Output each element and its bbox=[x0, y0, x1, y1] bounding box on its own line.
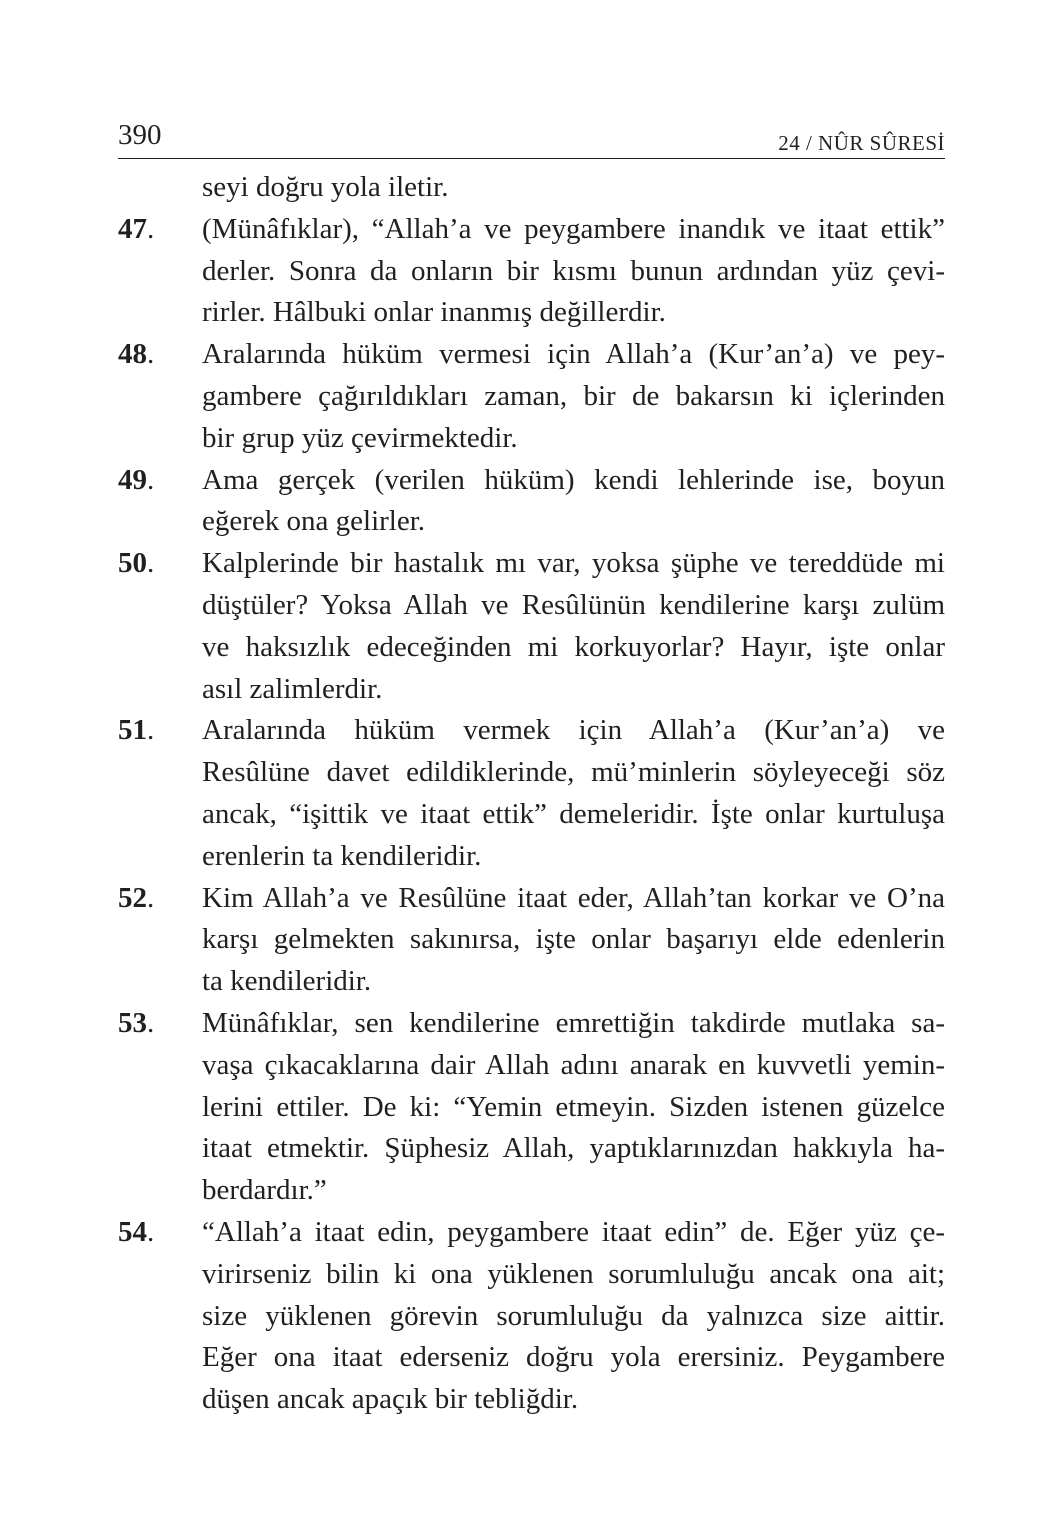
verse-47 bbox=[118, 209, 945, 334]
verse-text: bir grup yüz çevirmektedir. bbox=[202, 421, 518, 454]
verse-line bbox=[118, 1379, 945, 1421]
verse-number-value: 51 bbox=[118, 714, 147, 747]
verse-number-value: 48 bbox=[118, 338, 147, 371]
verse-text: (Münâfıklar), “Allah’a ve peygambere inandık ve itaat ettik” bbox=[202, 212, 945, 245]
verse-text: düşen ancak apaçık bir tebliğdir. bbox=[202, 1383, 579, 1416]
verse-text: Kalplerinde bir hastalık mı var, yoksa şüphe ve tereddüde mi bbox=[202, 547, 945, 580]
verse-text: erenlerin ta kendileridir. bbox=[202, 839, 482, 872]
verse-number-value: 52 bbox=[118, 881, 147, 914]
verse-text: asıl zalimlerdir. bbox=[202, 672, 383, 705]
verse-number-value: 50 bbox=[118, 547, 147, 580]
verse-line bbox=[118, 794, 945, 836]
verse-number: 47. bbox=[118, 212, 155, 245]
verse-text: virirseniz bilin ki ona yüklenen sorumluluğu ancak ona ait; bbox=[202, 1257, 945, 1290]
verse-text: size yüklenen görevin sorumluluğu da yalnızca size aittir. bbox=[202, 1299, 945, 1332]
running-head: 24 / NÛR SÛRESİ bbox=[778, 131, 945, 155]
verse-line bbox=[118, 251, 945, 293]
verse-text: ve haksızlık edeceğinden mi korkuyorlar? Hayır, işte onlar bbox=[202, 630, 945, 663]
verse-text: gambere çağırıldıkları zaman, bir de bakarsın ki içlerinden bbox=[202, 379, 945, 412]
verse-text: ancak, “işittik ve itaat ettik” demeleridir. İşte onlar kurtuluşa bbox=[202, 797, 945, 830]
verse-line bbox=[118, 209, 945, 251]
verse-line bbox=[118, 460, 945, 502]
verse-line bbox=[118, 1212, 945, 1254]
verse-line bbox=[118, 669, 945, 711]
verse-number: 52. bbox=[118, 881, 155, 914]
verse-line bbox=[118, 543, 945, 585]
verse-54 bbox=[118, 1212, 945, 1421]
page-number: 390 bbox=[118, 119, 162, 151]
verse-line bbox=[118, 376, 945, 418]
verse-line bbox=[118, 585, 945, 627]
verse-line bbox=[118, 836, 945, 878]
verse-line bbox=[118, 878, 945, 920]
verse-text: “Allah’a itaat edin, peygambere itaat edin” de. Eğer yüz çe- bbox=[202, 1215, 945, 1248]
verse-text: vaşa çıkacaklarına dair Allah adını anarak en kuvvetli yemin- bbox=[202, 1048, 945, 1081]
verse-line bbox=[118, 1170, 945, 1212]
verse-line bbox=[118, 418, 945, 460]
page-header bbox=[118, 112, 945, 159]
verse-text: Aralarında hüküm vermesi için Allah’a (Kur’an’a) ve pey- bbox=[202, 338, 945, 371]
verse-text: derler. Sonra da onların bir kısmı bunun ardından yüz çevi- bbox=[202, 254, 945, 287]
verse-text: itaat etmektir. Şüphesiz Allah, yaptıklarınızdan hakkıyla ha- bbox=[202, 1132, 945, 1165]
verse-text: seyi doğru yola iletir. bbox=[202, 171, 449, 203]
verse-line bbox=[118, 1337, 945, 1379]
verse-line bbox=[118, 1045, 945, 1087]
verse-number-value: 47 bbox=[118, 212, 147, 245]
verse-text: Kim Allah’a ve Resûlüne itaat eder, Allah’tan korkar ve O’na bbox=[202, 881, 945, 914]
verse-line bbox=[118, 334, 945, 376]
verse-text: karşı gelmekten sakınırsa, işte onlar başarıyı elde edenlerin bbox=[202, 923, 945, 956]
verse-line bbox=[118, 292, 945, 334]
verse-line bbox=[118, 961, 945, 1003]
verse-number: 49. bbox=[118, 463, 155, 496]
verse-text: Münâfıklar, sen kendilerine emrettiğin takdirde mutlaka sa- bbox=[202, 1006, 945, 1039]
verse-line bbox=[118, 710, 945, 752]
verse-49 bbox=[118, 460, 945, 544]
verse-text: eğerek ona gelirler. bbox=[202, 505, 426, 538]
verse-number: 54. bbox=[118, 1215, 155, 1248]
verse-text: Resûlüne davet edildiklerinde, mü’minlerin söyleyeceği söz bbox=[202, 756, 945, 789]
verse-text: rirler. Hâlbuki onlar inanmış değillerdir. bbox=[202, 296, 666, 329]
verse-line bbox=[118, 627, 945, 669]
verse-number: 50. bbox=[118, 547, 155, 580]
verse-continuation bbox=[118, 167, 945, 209]
verse-text: düştüler? Yoksa Allah ve Resûlünün kendilerine karşı zulüm bbox=[202, 588, 945, 621]
verse-52 bbox=[118, 878, 945, 1003]
verse-text: Aralarında hüküm vermek için Allah’a (Kur’an’a) ve bbox=[202, 714, 945, 747]
verse-number: 53. bbox=[118, 1006, 155, 1039]
verse-line bbox=[118, 1296, 945, 1338]
verse-number: 51. bbox=[118, 714, 155, 747]
verse-text: ta kendileridir. bbox=[202, 965, 372, 998]
verse-line bbox=[118, 1254, 945, 1296]
verse-number-value: 54 bbox=[118, 1215, 147, 1248]
verse-number-value: 49 bbox=[118, 463, 147, 496]
verse-line bbox=[118, 501, 945, 543]
verse-50 bbox=[118, 543, 945, 710]
verse-51 bbox=[118, 710, 945, 877]
verse-number: 48. bbox=[118, 338, 155, 371]
verse-list bbox=[118, 167, 945, 1421]
verse-line bbox=[118, 167, 945, 209]
verse-53 bbox=[118, 1003, 945, 1212]
verse-line bbox=[118, 1128, 945, 1170]
verse-text: berdardır.” bbox=[202, 1174, 327, 1207]
verse-line bbox=[118, 1087, 945, 1129]
verse-number-value: 53 bbox=[118, 1006, 147, 1039]
verse-text: lerini ettiler. De ki: “Yemin etmeyin. Sizden istenen güzelce bbox=[202, 1090, 945, 1123]
verse-line bbox=[118, 1003, 945, 1045]
verse-text: Ama gerçek (verilen hüküm) kendi lehlerinde ise, boyun bbox=[202, 463, 945, 496]
verse-line bbox=[118, 919, 945, 961]
verse-line bbox=[118, 752, 945, 794]
verse-text: Eğer ona itaat ederseniz doğru yola erersiniz. Peygambere bbox=[202, 1341, 945, 1374]
verse-48 bbox=[118, 334, 945, 459]
